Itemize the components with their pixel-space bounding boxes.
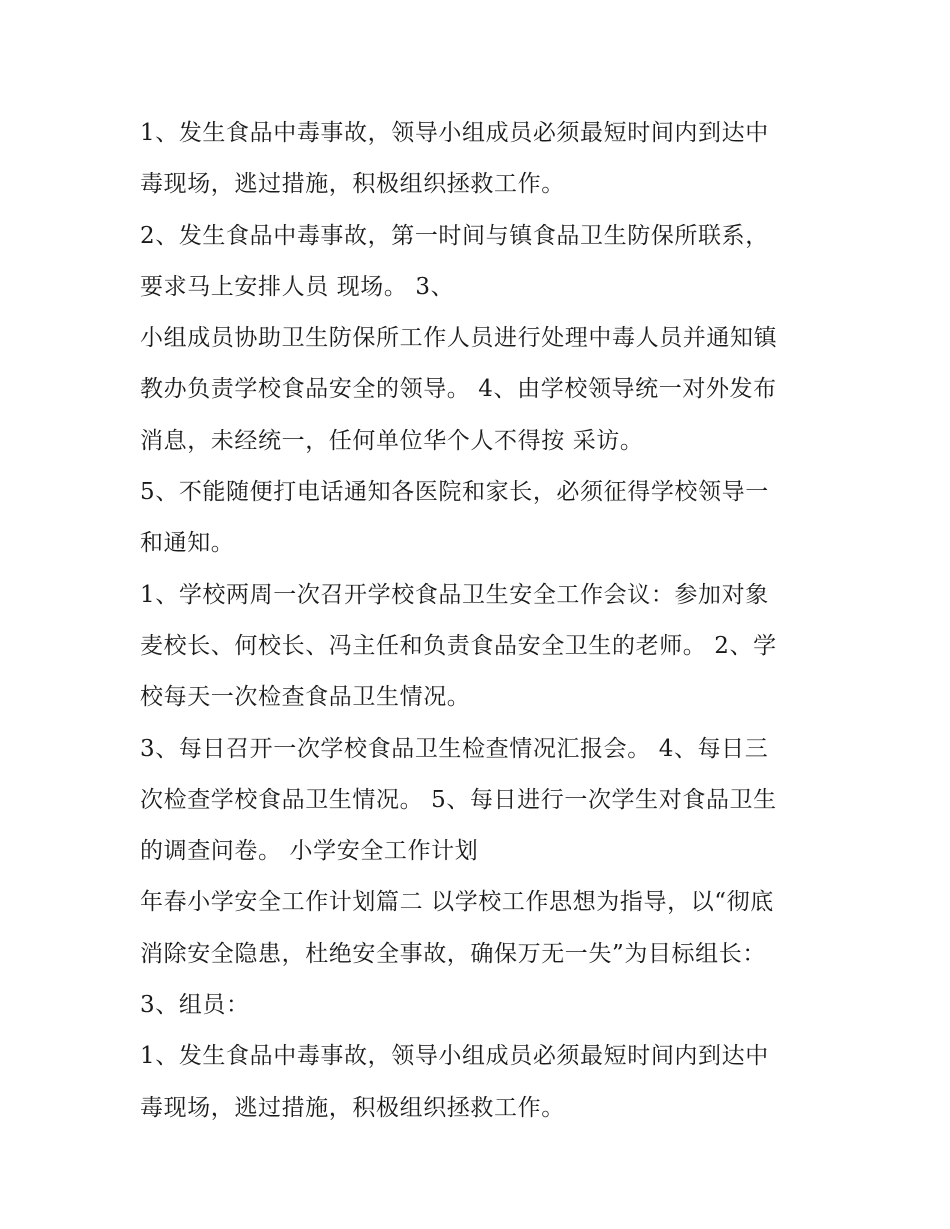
text-line-17: 消除安全隐患，杜绝安全事故，确保万无一失”为目标组长：	[140, 940, 766, 967]
text-line-12: 校每天一次检查食品卫生情况。	[140, 684, 471, 711]
text-line-20: 毒现场，逃过措施，积极组织拯救工作。	[140, 1094, 565, 1121]
document-body	[140, 108, 820, 1134]
text-line-13: 3、每日召开一次学校食品卫生检查情况汇报会。 4、每日三	[140, 735, 769, 762]
text-line-7: 消息，未经统一，任何单位华个人不得按 采访。	[140, 427, 644, 454]
text-line-16: 年春小学安全工作计划篇二 以学校工作思想为指导，以“彻底	[140, 889, 774, 916]
text-line-6: 教办负责学校食品安全的领导。 4、由学校领导统一对外发布	[140, 376, 777, 403]
text-line-5: 小组成员协助卫生防保所工作人员进行处理中毒人员并通知镇	[140, 325, 778, 352]
text-line-1: 1、发生食品中毒事故，领导小组成员必须最短时间内到达中	[140, 120, 769, 146]
text-line-19: 1、发生食品中毒事故，领导小组成员必须最短时间内到达中	[140, 1043, 769, 1070]
text-line-3: 2、发生食品中毒事故，第一时间与镇食品卫生防保所联系，	[140, 222, 769, 249]
text-line-2: 毒现场，逃过措施，积极组织拯救工作。	[140, 171, 565, 198]
text-line-8: 5、不能随便打电话通知各医院和家长，必须征得学校领导一	[140, 479, 769, 506]
text-line-9: 和通知。	[140, 530, 235, 557]
text-line-4: 要求马上安排人员 现场。 3、	[140, 273, 455, 300]
text-line-10: 1、学校两周一次召开学校食品卫生安全工作会议：参加对象	[140, 581, 769, 608]
text-line-11: 麦校长、何校长、冯主任和负责食品安全卫生的老师。 2、学	[140, 632, 777, 659]
text-line-14: 次检查学校食品卫生情况。 5、每日进行一次学生对食品卫生	[140, 786, 777, 813]
text-line-18: 3、组员：	[140, 992, 250, 1019]
text-line-15: 的调查问卷。 小学安全工作计划	[140, 838, 479, 865]
